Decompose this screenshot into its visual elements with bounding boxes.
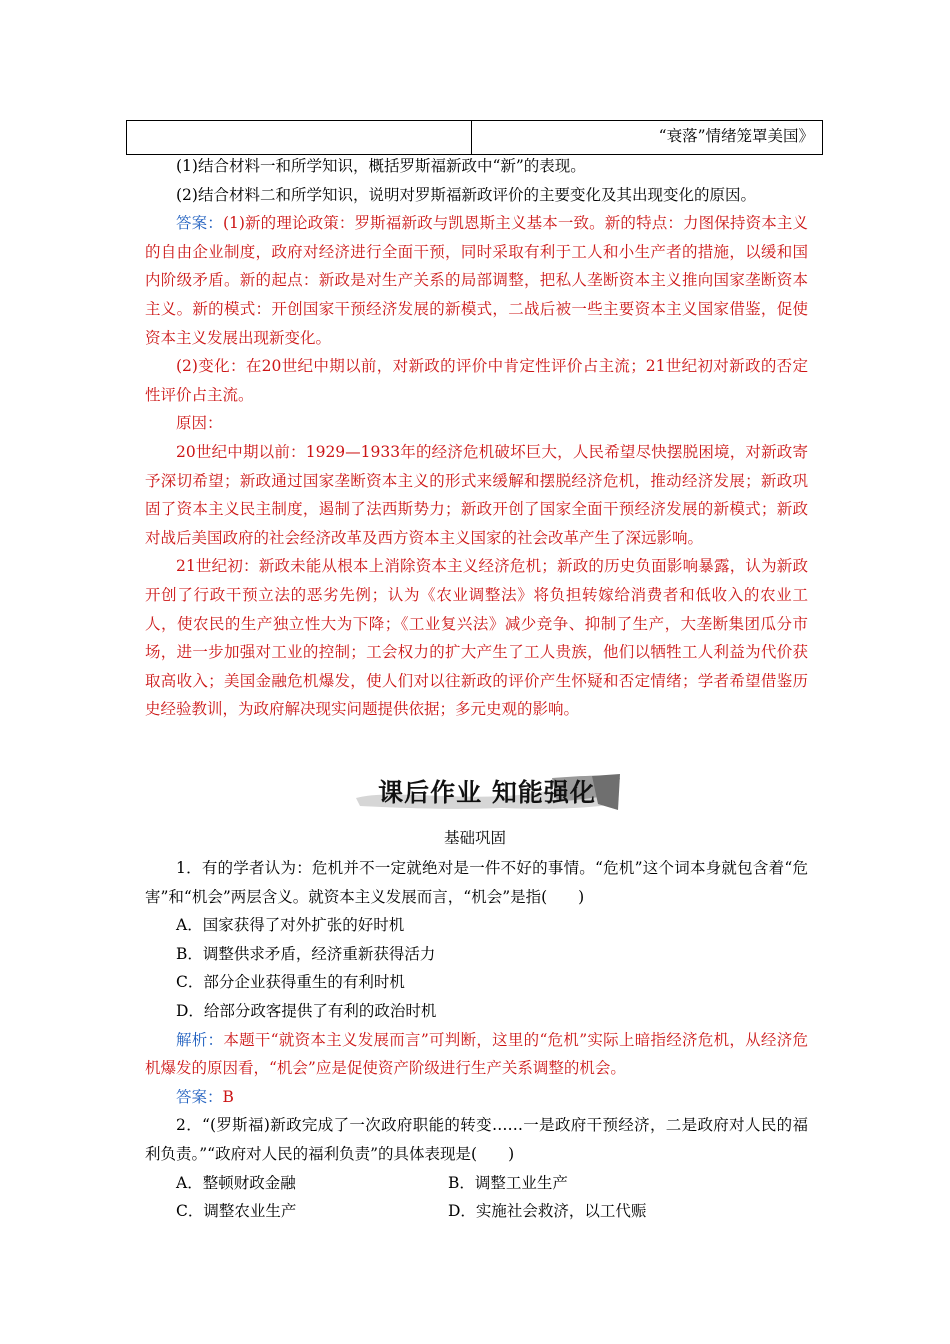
item2-options-row-2 [145, 1197, 808, 1226]
reason-2: 21世纪初：新政未能从根本上消除资本主义经济危机；新政的历史负面影响暴露，认为新政开创了行政干预立法的恶劣先例；认为《农业调整法》将负担转嫁给消费者和低收入的农业工人，使农民的生产独立性大为下降；《工业复兴法》减少竞争、抑制了生产，大垄断集团瓜分市场，进一步加强对工业的控制；工会权力的扩大产生了工人贵族，他们以牺牲工人利益为代价获取高收入；美国金融危机爆发，使人们对以往新政的评价产生怀疑和否定情绪；学者希望借鉴历史经验教训，为政府解决现实问题提供依据；多元史观的影响。 [145, 557, 808, 719]
item1-option-a: A．国家获得了对外扩张的好时机 [176, 916, 405, 935]
item1-option-d: D．给部分政客提供了有利的政治时机 [176, 1001, 437, 1020]
exercise-block [145, 854, 808, 1226]
item2-option-c: C．调整农业生产 [176, 1202, 297, 1221]
item1-option-b: B．调整供求矛盾，经济重新获得活力 [176, 944, 436, 963]
reason-1: 20世纪中期以前：1929—1933年的经济危机破坏巨大，人民希望尽快摆脱困境，对新政寄予深切希望；新政通过国家垄断资本主义的形式来缓解和摆脱经济危机，推动经济发展；新政巩固了资本主义民主制度，遏制了法西斯势力；新政开创了国家全面干预经济发展的新模式；新政对战后美国政府的社会经济改革及西方资本主义国家的社会改革产生了深远影响。 [145, 442, 808, 547]
answer-label: 答案： [176, 214, 223, 233]
subsection-title: 基础巩固 [443, 829, 506, 847]
item2-option-a: A．整顿财政金融 [176, 1173, 296, 1192]
item2-option-b: B．调整工业生产 [448, 1173, 568, 1192]
answer-part-2: (2)变化：在20世纪中期以前，对新政的评价中肯定性评价占主流；21世纪初对新政的否定性评价占主流。 [145, 357, 808, 404]
item2-stem: 2．“(罗斯福)新政完成了一次政府职能的转变……一是政府干预经济，二是政府对人民的福利负责。”“政府对人民的福利负责”的具体表现是( ) [145, 1116, 808, 1163]
item2-option-d: D．实施社会救济，以工代赈 [448, 1202, 647, 1221]
section-title: 课后作业 知能强化 [378, 778, 596, 807]
answer-part-1: 答案：(1)新的理论政策：罗斯福新政与凯恩斯主义基本一致。新的特点：力图保持资本主义的自由企业制度，政府对经济进行全面干预，同时采取有利于工人和小生产者的措施，以缓和国内阶级矛盾。新的起点：新政是对生产关系的局部调整，把私人垄断资本主义推向国家垄断资本主义。新的模式：开创国家干预经济发展的新模式，二战后被一些主要资本主义国家借鉴，促使资本主义发展出现新变化。 [145, 214, 808, 347]
table-cell-left [127, 121, 472, 155]
question-1: (1)结合材料一和所学知识，概括罗斯福新政中“新”的表现。 [176, 157, 586, 175]
analysis-label: 解析： [176, 1030, 224, 1049]
section-banner [352, 770, 632, 816]
item1-stem: 1．有的学者认为：危机并不一定就绝对是一件不好的事情。“危机”这个词本身就包含着“危害”和“机会”两层含义。就资本主义发展而言，“机会”是指( ) [145, 859, 808, 906]
answer-label-2: 答案： [176, 1087, 223, 1106]
item2-options-row-1 [145, 1169, 808, 1198]
item1-option-c: C．部分企业获得重生的有利时机 [176, 973, 405, 992]
item1-answer: 答案：B [176, 1087, 234, 1106]
table-cell-right: “衰落”情绪笼罩美国》 [472, 121, 823, 155]
reason-label: 原因： [176, 414, 223, 433]
item1-analysis: 解析：本题干“就资本主义发展而言”可判断，这里的“危机”实际上暗指经济危机，从经济危机爆发的原因看，“机会”应是促使资产阶级进行生产关系调整的机会。 [145, 1030, 808, 1078]
material-table [126, 120, 823, 155]
question-2: (2)结合材料二和所学知识，说明对罗斯福新政评价的主要变化及其出现变化的原因。 [176, 185, 756, 204]
question-block [145, 152, 808, 724]
